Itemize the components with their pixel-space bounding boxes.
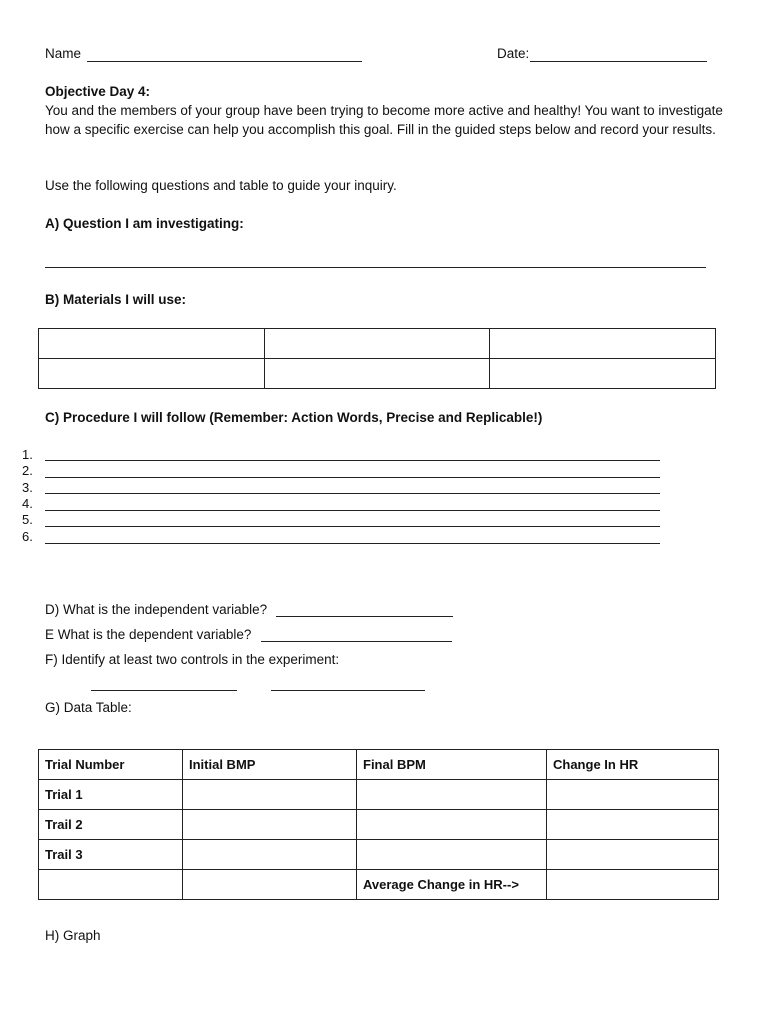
objective-title: Objective Day 4: — [45, 84, 151, 99]
data-cell[interactable] — [183, 780, 357, 810]
table-header-row — [39, 750, 719, 780]
procedure-number: 6. — [22, 529, 33, 544]
objective-paragraph: You and the members of your group have been trying to become more active and healthy! You want to investigate how a specific exercise can help you accomplish this goal. Fill in the guided steps below and record your results. — [45, 103, 723, 137]
control-field-2[interactable] — [271, 690, 425, 691]
procedure-line[interactable] — [45, 510, 660, 511]
data-cell[interactable] — [39, 870, 183, 900]
procedure-line[interactable] — [45, 543, 660, 544]
data-cell[interactable] — [357, 840, 547, 870]
control-field-1[interactable] — [91, 690, 237, 691]
section-f-text: F) Identify at least two controls in the experiment: — [45, 652, 340, 667]
date-label: Date: — [497, 46, 530, 61]
header-final-bpm: Final BPM — [357, 750, 547, 780]
question-answer-line[interactable] — [45, 267, 706, 268]
procedure-line[interactable] — [45, 493, 660, 494]
section-e-text: E What is the dependent variable? — [45, 627, 252, 642]
procedure-number: 3. — [22, 480, 33, 495]
date-field[interactable] — [530, 61, 707, 62]
header-change-hr: Change In HR — [547, 750, 719, 780]
data-cell[interactable] — [183, 810, 357, 840]
data-cell[interactable] — [547, 780, 719, 810]
trial-label: Trail 3 — [39, 840, 183, 870]
data-cell[interactable] — [183, 870, 357, 900]
section-a-heading: A) Question I am investigating: — [45, 216, 244, 231]
data-cell[interactable] — [183, 840, 357, 870]
data-cell[interactable] — [357, 780, 547, 810]
section-d-text: D) What is the independent variable? — [45, 602, 268, 617]
procedure-line[interactable] — [45, 526, 660, 527]
dependent-variable-field[interactable] — [261, 641, 452, 642]
name-field[interactable] — [87, 61, 362, 62]
instruction-text: Use the following questions and table to guide your inquiry. — [45, 178, 397, 193]
data-cell[interactable] — [547, 840, 719, 870]
section-b-heading: B) Materials I will use: — [45, 292, 187, 307]
header-trial-number: Trial Number — [39, 750, 183, 780]
independent-variable-field[interactable] — [276, 616, 453, 617]
trial-label: Trial 1 — [39, 780, 183, 810]
materials-table — [38, 328, 716, 389]
data-cell[interactable] — [547, 810, 719, 840]
data-table — [38, 749, 719, 900]
materials-cell[interactable] — [264, 329, 490, 359]
section-g-text: G) Data Table: — [45, 700, 132, 715]
materials-cell[interactable] — [39, 359, 265, 389]
materials-cell[interactable] — [490, 359, 716, 389]
average-change-cell[interactable] — [547, 870, 719, 900]
header-initial-bpm: Initial BMP — [183, 750, 357, 780]
procedure-number: 4. — [22, 496, 33, 511]
procedure-line[interactable] — [45, 460, 660, 461]
section-h-text: H) Graph — [45, 928, 101, 943]
table-row — [39, 780, 719, 810]
procedure-number: 5. — [22, 512, 33, 527]
table-row — [39, 840, 719, 870]
materials-cell[interactable] — [490, 329, 716, 359]
table-row — [39, 810, 719, 840]
procedure-line[interactable] — [45, 477, 660, 478]
materials-cell[interactable] — [264, 359, 490, 389]
data-cell[interactable] — [357, 810, 547, 840]
average-change-label: Average Change in HR--> — [357, 870, 547, 900]
materials-cell[interactable] — [39, 329, 265, 359]
section-c-heading: C) Procedure I will follow (Remember: Action Words, Precise and Replicable!) — [45, 410, 543, 425]
table-row — [39, 870, 719, 900]
trial-label: Trail 2 — [39, 810, 183, 840]
name-label: Name — [45, 46, 82, 61]
procedure-number: 1. — [22, 447, 33, 462]
procedure-number: 2. — [22, 463, 33, 478]
